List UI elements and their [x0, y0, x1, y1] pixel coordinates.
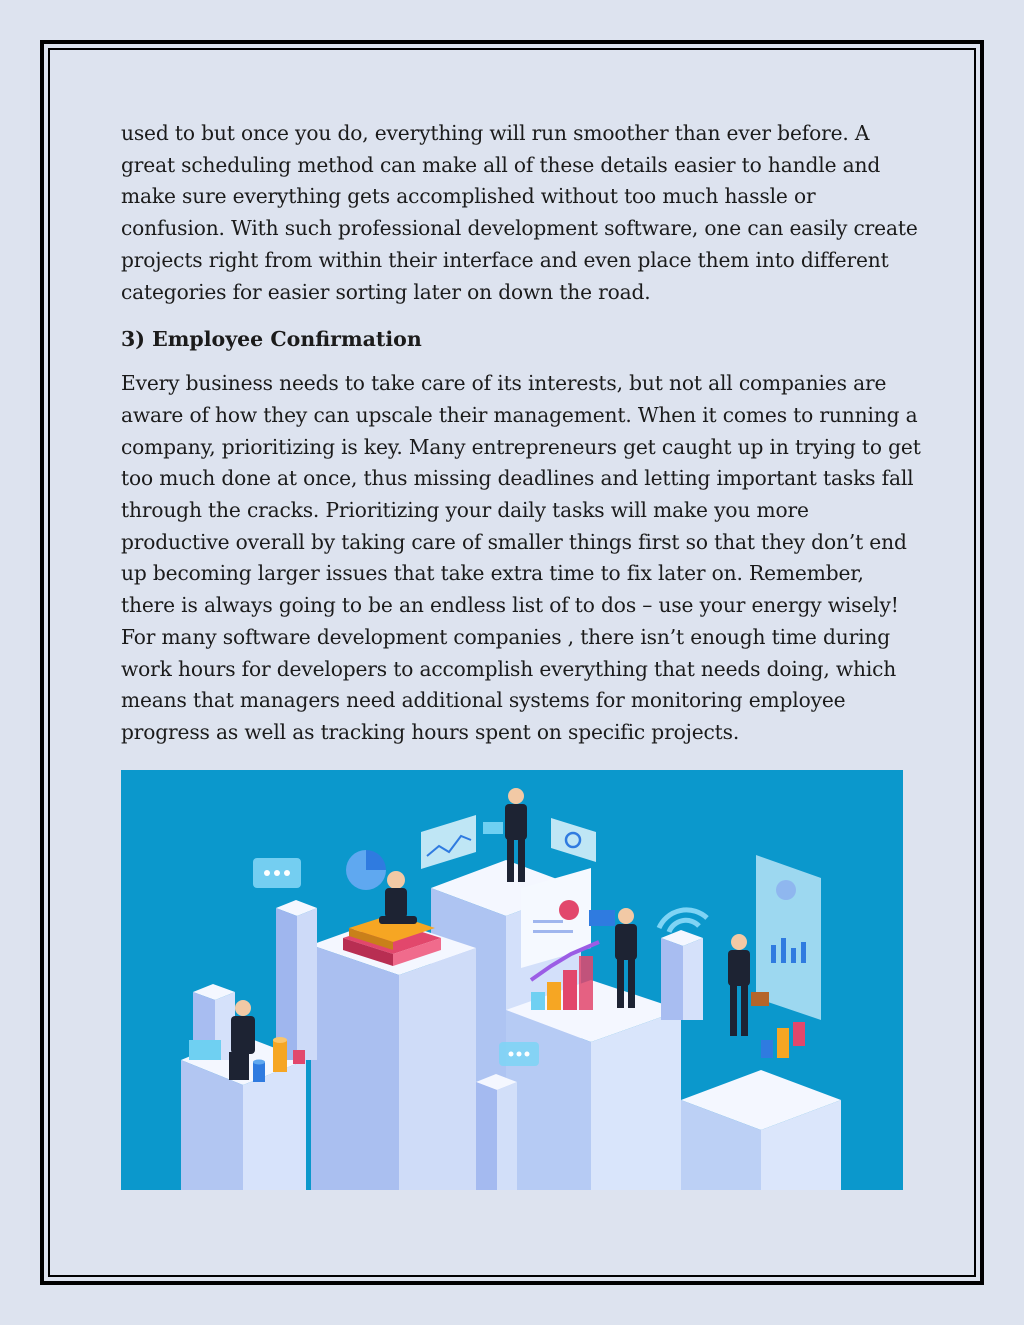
- pie-chart-icon: [346, 850, 386, 890]
- section-heading: 3) Employee Confirmation: [121, 327, 422, 352]
- pillar-right-thin: [661, 930, 703, 1020]
- paragraph-employee-confirmation: Every business needs to take care of its interests, but not all companies are aware of how they can upscale their management. When it comes to running a company, prioritizing is key. Many entrepreneurs get caught up in trying to get too much done at once, thus missing deadlines and letting important tasks fall through the cracks. Prioritizing your daily tasks will make you more productive overall by taking care of smaller things first so that they don’t end up becoming larger issues that take extra time to fix later on. Remember, there is always going to be an endless list of to dos – use your energy wisely! For many software development companies , there isn’t enough time during work hours for developers to accomplish everything that needs doing, which means that managers need additional systems for monitoring employee progress as well as tracking hours spent on specific projects.: [121, 371, 921, 744]
- paragraph-scheduling: used to but once you do, everything will run smoother than ever before. A great scheduling method can make all of these details easier to handle and make sure everything gets accomplished without too much hassle or confusion. With such professional development software, one can easily create projects right from within their interface and even place them into different categories for easier sorting later on down the road.: [121, 121, 918, 304]
- pillar-small-front: [476, 1074, 517, 1190]
- chat-bubble-icon: [253, 858, 301, 888]
- document-body: [121, 118, 921, 749]
- chat-bubble-small-icon: [499, 1042, 539, 1066]
- business-illustration: [121, 770, 903, 1190]
- column-right-center: [506, 980, 681, 1190]
- pillar-left-thin: [276, 900, 317, 1060]
